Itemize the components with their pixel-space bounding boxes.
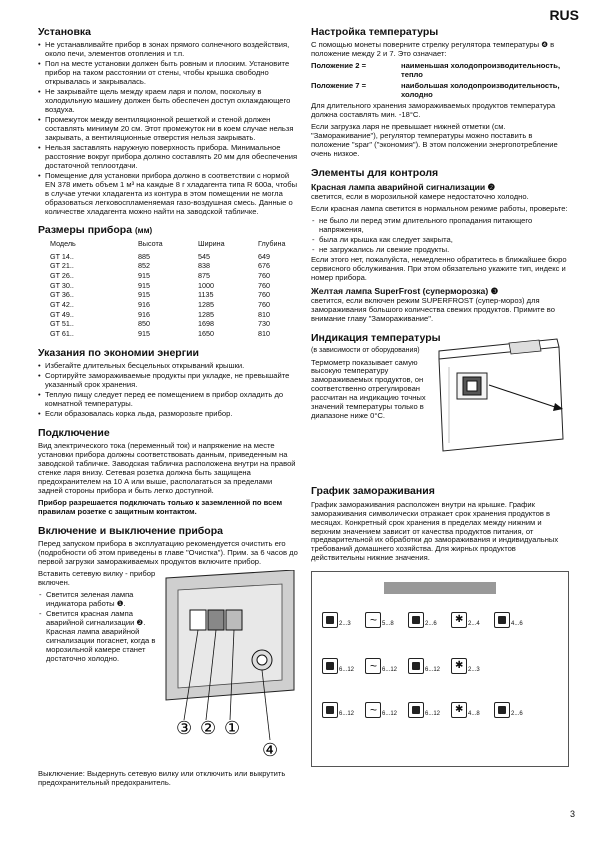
table-row [50,252,298,262]
snowflake-icon [451,612,467,628]
table-cell: 545 [198,251,210,261]
table-cell: 915 [138,280,150,290]
temp-section [311,26,569,159]
table-cell: GT 51.. [50,319,74,329]
list-item: • Если образовалась корка льда, разморозьте прибор. [38,410,298,419]
pos2-key: Положение 2 = [311,61,367,71]
header-cell: Ширина [198,239,225,249]
schedule-months: 2...4 [468,621,480,628]
table-cell: 810 [258,328,270,338]
table-cell: GT 42.. [50,299,74,309]
table-cell: 1285 [198,299,214,309]
sizes-table [50,240,298,339]
table-cell: 676 [258,261,270,271]
table-cell: 852 [138,261,150,271]
schedule-item [408,612,445,628]
header-cell: Модель [50,239,76,249]
table-cell: 760 [258,299,270,309]
list-item: - Светится зеленая лампа индикатора работы ❶. [38,591,156,609]
table-cell: 916 [138,299,150,309]
food-icon [408,658,424,674]
table-row [50,300,298,310]
list-item: • Сортируйте замораживаемые продукты при укладке, не превышайте указанный срок хранения. [38,372,298,390]
connect-warning: Прибор разрешается подключать только к заземленной по всем правилам розетке с защитным контактом. [38,498,283,517]
schedule-months: 2...3 [468,667,480,674]
onoff-plug: Вставить сетевую вилку - прибор включен. [38,569,156,588]
list-item: • Избегайте длительных бесцельных открываний крышки. [38,362,298,371]
economy-list [38,362,298,419]
yellow-lamp-text: светится, если включен режим SUPERFROST (супер-мороз) для замораживания большого количества свежих продуктов. Примите во внимание главу "Замораживание". [311,296,555,323]
schedule-item [365,702,402,718]
table-row [50,271,298,281]
callout-3: ③ [176,718,193,740]
list-item: - Светится красная лампа аварийной сигнализации ❷. Красная лампа аварийной сигнализации погаснет, когда в морозильной камере станет достаточно холодно. [38,610,156,664]
schedule-item [322,658,359,674]
header-cell: Глубина [258,239,286,249]
table-cell: GT 36.. [50,290,74,300]
panel-text [38,570,156,665]
schedule-months: 6...12 [339,667,355,674]
food-icon [322,612,338,628]
temp-intro: С помощью монеты поверните стрелку регулятора температуры ❹ в положение между 2 и 7. Это означает: [311,40,555,59]
table-cell: 760 [258,270,270,280]
schedule-item [322,702,359,718]
install-section [38,26,298,216]
table-cell: 838 [198,261,210,271]
table-cell: GT 49.. [50,309,74,319]
control-panel-illustration [162,570,298,760]
pos2-row [311,62,569,80]
table-row [50,329,298,339]
schedule-title: График замораживания [311,485,435,498]
table-cell: 1698 [198,319,214,329]
table-cell: GT 21.. [50,261,74,271]
controls-section [311,167,569,324]
red-lamp-check: Если красная лампа светится в нормальном режиме работы, проверьте: [311,204,568,214]
callout-4: ④ [262,740,279,761]
control-panel-figure-wrap [38,570,298,770]
table-cell: 730 [258,319,270,329]
table-cell: 915 [138,290,150,300]
table-cell: 810 [258,309,270,319]
fish-icon [365,612,381,628]
economy-section [38,347,298,419]
schedule-months: 6...12 [425,711,441,718]
schedule-row-2 [322,658,488,674]
language-label: RUS [549,7,579,23]
schedule-item [365,658,402,674]
schedule-months: 4...6 [511,621,523,628]
list-item: • Теплую пищу следует перед ее помещением в прибор охладить до комнатной температуры. [38,391,298,409]
indication-section [311,332,569,477]
indication-body [311,347,569,477]
food-icon [494,702,510,718]
table-cell: GT 14.. [50,251,74,261]
page-number: 3 [569,809,575,820]
schedule-months: 2...6 [511,711,523,718]
food-icon [408,702,424,718]
connect-section [38,427,298,517]
table-row [50,320,298,330]
schedule-item [408,658,445,674]
freezing-schedule-chart [311,571,569,767]
sizes-section [38,224,298,339]
onoff-title: Включение и выключение прибора [38,525,223,538]
schedule-months: 4...8 [468,711,480,718]
red-lamp-title: Красная лампа аварийной сигнализации ❷ [311,182,496,193]
table-row [50,310,298,320]
table-cell: GT 61.. [50,328,74,338]
table-cell: 649 [258,251,270,261]
schedule-row-1 [322,612,531,628]
list-item: - не загружались ли свежие продукты. [311,246,569,255]
connect-title: Подключение [38,427,110,440]
schedule-text: График замораживания расположен внутри на крышке. График замораживания символически отражает срок хранения продуктов в месяцах. Конкретный срок хранения в пределах между нижним и верхним значением зависит от качества продуктов питания, от предварительной их обработки до замораживания и индивидуальных требований домашнего хозяйства. Для жирных продуктов действительны нижние значения. [311,499,559,563]
table-header-row [50,240,298,252]
checks-list [311,217,569,255]
schedule-row-3 [322,702,531,718]
table-row [50,262,298,272]
table-cell: GT 26.. [50,270,74,280]
list-item: - была ли крышка как следует закрыта, [311,236,569,245]
schedule-header-bar [384,582,496,594]
schedule-months: 2...6 [425,621,437,628]
list-item: • Помещение для установки прибора должно в соответствии с нормой EN 378 иметь объем 1 м³ на каждые 8 г хладагента типа R 600a, чтобы в случае утечки хладагента из контура в этом помещении не могла образоваться легковоспламеняемая газо-воздушная смесь. Данные о количестве хладагента можно найти на заводской табличке. [38,172,298,217]
table-cell: GT 30.. [50,280,74,290]
indication-sub: (в зависимости от оборудования) [311,347,420,355]
table-cell: 1650 [198,328,214,338]
schedule-months: 6...12 [339,711,355,718]
pos7-value: наибольшая холодопроизводительность, холодно [401,81,560,100]
indication-text: Термометр показывает самую высокую температуру замораживаемых продуктов, он соответственно отрегулирован рассчитан на индикацию точных значений температуры только в диапазоне ниже 0°C. [311,357,426,421]
onoff-intro: Перед запуском прибора в эксплуатацию рекомендуется очистить его (подробности об этом приведены в главе "Очистка"). Прим. за 6 часов до первой загрузки замораживаемых продуктов включите прибор. [38,539,298,567]
sizes-title-text: Размеры прибора [38,224,133,237]
table-cell: 885 [138,251,150,261]
food-icon [494,612,510,628]
table-cell: 1135 [198,290,214,300]
controls-title: Элементы для контроля [311,166,439,179]
temp-title: Настройка температуры [311,26,439,38]
schedule-section [311,485,569,767]
header-cell: Высота [138,239,163,249]
thermometer-illustration [429,329,569,459]
schedule-months: 6...12 [382,667,398,674]
indication-text-block [311,347,433,424]
table-cell: 1000 [198,280,214,290]
schedule-months: 6...12 [425,667,441,674]
table-cell: 760 [258,280,270,290]
list-item: • Не устанавливайте прибор в зонах прямого солнечного воздействия, около печи, элементов отопления и т.п. [38,41,298,59]
left-column [38,26,298,796]
service-text: Если этого нет, пожалуйста, немедленно обратитесь в ближайшее бюро сервисного обслуживания. При этом обязательно укажите тип, индекс и номер прибора. [311,255,567,282]
table-cell: 915 [138,328,150,338]
yellow-lamp-title: Желтая лампа SuperFrost (суперморозка) ❸ [311,285,499,296]
list-item: • Промежуток между вентиляционной решеткой и стеной должен составлять минимум 20 см. Этот промежуток ни в коем случае нельзя закрывать, а вентиляционные отверстия нельзя закрывать. [38,116,298,143]
table-cell: 850 [138,319,150,329]
list-item: • Нельзя заставлять наружную поверхность прибора. Минимальное расстояние вокруг прибора должно составлять 20 мм для обеспечения достаточной теплоотдачи. [38,144,298,171]
food-icon [322,658,338,674]
install-title: Установка [38,26,91,38]
table-row [50,281,298,291]
fish-icon [365,702,381,718]
schedule-item [494,612,531,628]
connect-text: Вид электрического тока (переменный ток) и напряжение на месте установки прибора должны соответствовать данным, приведенным на заводской табличке. Заводская табличка расположена внутри на правой стенке ларя внизу. Сетевая розетка должна быть защищена предохранителем на 10 А или выше, располагаться за пределами задней стороны прибора и быть легко доступной. [38,441,296,496]
schedule-item [494,702,531,718]
callout-1: ① [224,718,241,740]
temp-p2: Если загрузка ларя не превышает нижней отметки (см. "Замораживание"), регулятор температуры можно поставить в положение "spar" ("экономия"). В этом положении энергопотребление очень низкое. [311,122,558,158]
snowflake-icon [451,658,467,674]
indication-title: Индикация температуры [311,331,441,344]
schedule-months: 6...12 [382,711,398,718]
table-cell: 915 [138,270,150,280]
schedule-item [365,612,402,628]
fish-icon [365,658,381,674]
schedule-item [322,612,359,628]
table-row [50,291,298,301]
list-item: • Не закрывайте щель между краем ларя и полом, поскольку в холодильную машину должен быть обеспечен доступ охлаждающего воздуха. [38,88,298,115]
red-lamp-text: светится, если в морозильной камере недостаточно холодно. [311,192,529,202]
sizes-unit: (мм) [134,226,153,236]
table-cell: 875 [198,270,210,280]
onoff-section [38,525,298,788]
table-cell: 916 [138,309,150,319]
schedule-item [451,702,488,718]
pos7-row [311,82,569,100]
list-item: • Пол на месте установки должен быть ровным и плоским. Установите прибор на таком расстоянии от стены, чтобы крышка свободно открывалась и закрывалась. [38,60,298,87]
temp-p1: Для длительного хранения замораживаемых продуктов температура должна составлять мин. -18°C. [311,101,556,120]
onoff-off: Выключение: Выдернуть сетевую вилку или отключить или выкрутить предохранительный предохранитель. [38,769,286,788]
food-icon [322,702,338,718]
snowflake-icon [451,702,467,718]
schedule-months: 5...8 [382,621,394,628]
economy-title: Указания по экономии энергии [38,346,200,359]
schedule-item [451,612,488,628]
right-column [311,26,569,775]
pos2-value: наименьшая холодопроизводительность, тепло [401,61,561,80]
schedule-months: 2...3 [339,621,351,628]
sizes-title [38,224,298,236]
schedule-item [451,658,488,674]
callout-2: ② [200,718,217,740]
onoff-list [38,591,156,664]
schedule-item [408,702,445,718]
table-cell: 1285 [198,309,214,319]
list-item: - не было ли перед этим длительного пропадания питающего напряжения, [311,217,569,235]
pos7-key: Положение 7 = [311,81,367,91]
install-list [38,41,298,216]
food-icon [408,612,424,628]
table-cell: 760 [258,290,270,300]
